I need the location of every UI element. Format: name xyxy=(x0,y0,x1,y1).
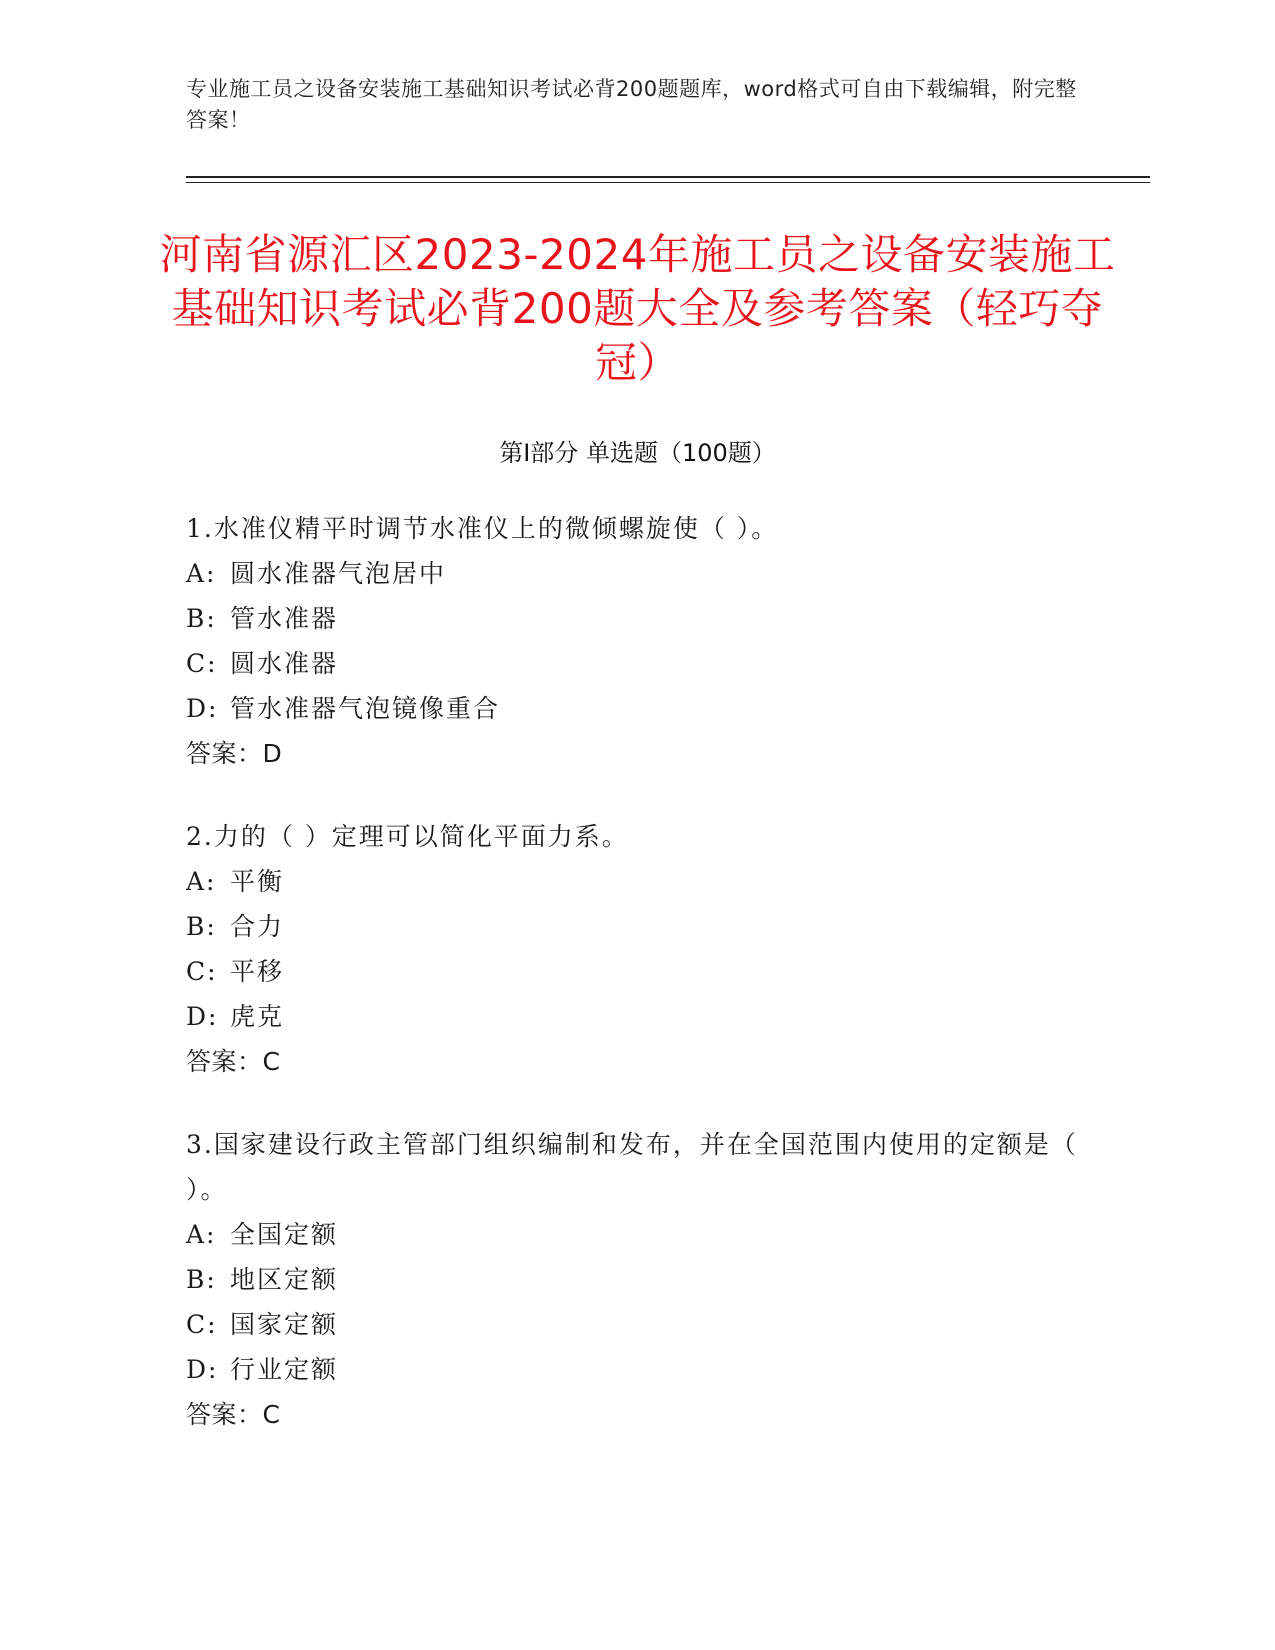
question-2 xyxy=(186,814,1086,1084)
answer-line: 答案：D xyxy=(186,739,283,768)
question-1 xyxy=(186,506,1086,776)
option-b xyxy=(186,1257,1086,1302)
option-key: C: xyxy=(186,957,218,986)
option-text: 合力 xyxy=(230,912,285,941)
answer-line: 答案：C xyxy=(186,1047,281,1076)
option-key: A: xyxy=(186,559,217,588)
option-a xyxy=(186,859,1086,904)
option-d xyxy=(186,1347,1086,1392)
option-b xyxy=(186,904,1086,949)
option-text: 管水准器 xyxy=(230,604,339,633)
option-text: 圆水准器 xyxy=(230,649,339,678)
option-key: D: xyxy=(186,1355,219,1384)
question-stem: 3.国家建设行政主管部门组织编制和发布，并在全国范围内使用的定额是（ ）。 xyxy=(186,1130,1078,1204)
option-c xyxy=(186,949,1086,994)
option-key: D: xyxy=(186,694,219,723)
question-stem: 2.力的（ ）定理可以简化平面力系。 xyxy=(186,822,629,851)
header-note: 专业施工员之设备安装施工基础知识考试必背200题题库，word格式可自由下载编辑，附完整答案！ xyxy=(186,77,1077,132)
option-key: B: xyxy=(186,912,217,941)
option-text: 平衡 xyxy=(230,867,285,896)
option-d xyxy=(186,994,1086,1039)
header-divider-thin xyxy=(186,182,1150,183)
section-title: 第Ⅰ部分 单选题（100题） xyxy=(499,439,776,467)
answer-line: 答案：C xyxy=(186,1400,281,1429)
option-c xyxy=(186,641,1086,686)
option-key: A: xyxy=(186,867,217,896)
option-key: A: xyxy=(186,1220,217,1249)
option-key: B: xyxy=(186,604,217,633)
header-divider-thick xyxy=(186,176,1150,178)
document-title: 河南省源汇区2023-2024年施工员之设备安装施工基础知识考试必背200题大全及参考答案（轻巧夺冠） xyxy=(159,230,1116,387)
option-text: 管水准器气泡镜像重合 xyxy=(230,694,501,723)
option-text: 地区定额 xyxy=(230,1265,339,1294)
question-3 xyxy=(186,1122,1086,1437)
option-key: D: xyxy=(186,1002,219,1031)
question-stem: 1.水准仪精平时调节水准仪上的微倾螺旋使（ ）。 xyxy=(186,514,779,543)
option-c xyxy=(186,1302,1086,1347)
option-key: C: xyxy=(186,649,218,678)
option-text: 平移 xyxy=(230,957,285,986)
option-b xyxy=(186,596,1086,641)
option-key: C: xyxy=(186,1310,218,1339)
option-text: 圆水准器气泡居中 xyxy=(230,559,447,588)
option-text: 全国定额 xyxy=(230,1220,339,1249)
option-key: B: xyxy=(186,1265,217,1294)
option-text: 虎克 xyxy=(230,1002,285,1031)
option-text: 行业定额 xyxy=(230,1355,339,1384)
option-d xyxy=(186,686,1086,731)
option-a xyxy=(186,1212,1086,1257)
option-a xyxy=(186,551,1086,596)
option-text: 国家定额 xyxy=(230,1310,339,1339)
